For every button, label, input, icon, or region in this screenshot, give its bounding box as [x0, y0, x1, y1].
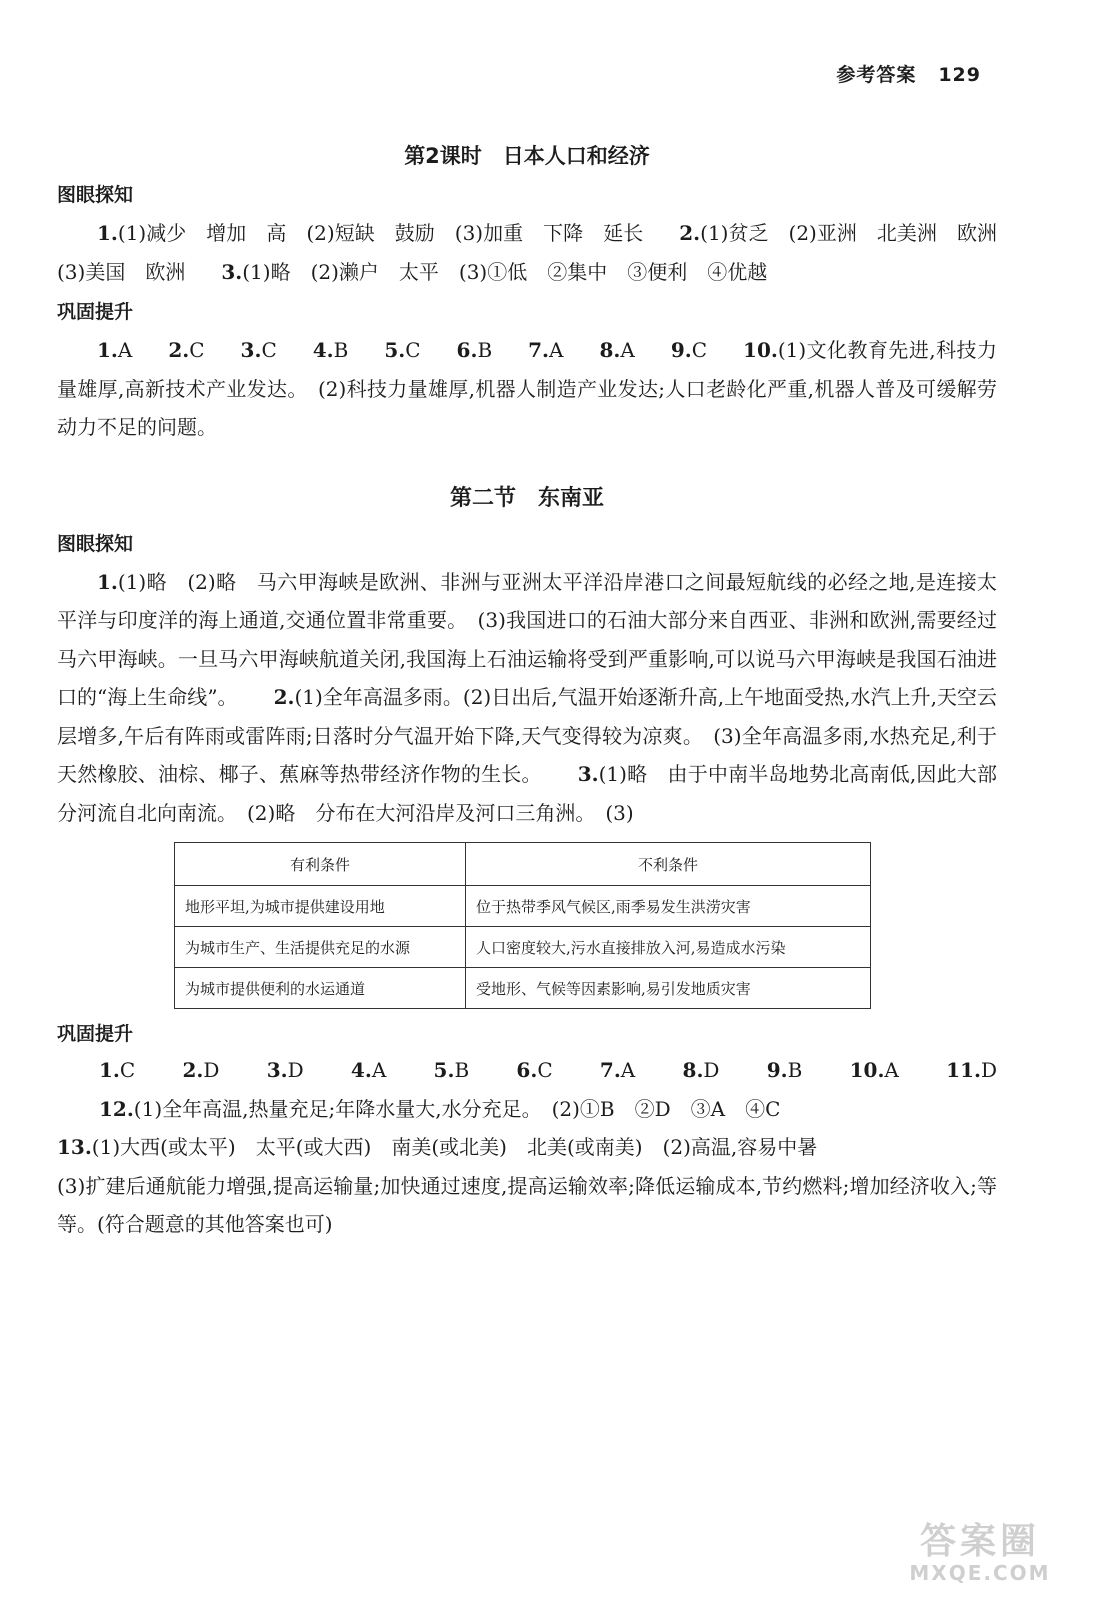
answer-number: 6.	[456, 338, 478, 362]
q1-number: 1.	[97, 569, 118, 594]
answer-item	[267, 1051, 304, 1090]
answer-letter: D	[703, 1058, 720, 1082]
q3-text: (1)略 (2)濑户 太平 (3)①低 ②集中 ③便利 ④优越	[242, 259, 768, 284]
table-row	[175, 968, 871, 1009]
answer-letter: D	[980, 1058, 997, 1082]
section-heading-consolidate-2: 巩固提升	[57, 1023, 134, 1045]
answer-number: 5.	[433, 1058, 455, 1082]
q13-answer-continued: (3)扩建后通航能力增强,提高运输量;加快通过速度,提高运输效率;降低运输成本,节约燃料;增加经济收入;等等。(符合题意的其他答案也可)	[57, 1173, 997, 1236]
page-content	[57, 138, 1017, 1244]
answer-number: 10.	[849, 1058, 885, 1082]
answer-number: 4.	[312, 338, 334, 362]
answer-number: 2.	[182, 1058, 204, 1082]
table-row	[175, 927, 871, 968]
lesson-consolidate-answers	[57, 331, 997, 447]
table-cell: 受地形、气候等因素影响,易引发地质灾害	[466, 968, 871, 1009]
answer-letter: D	[203, 1058, 220, 1082]
answer-item	[434, 1051, 470, 1090]
table-header-favorable: 有利条件	[175, 843, 466, 886]
table-cell: 为城市生产、生活提供充足的水源	[175, 927, 466, 968]
answer-letter: A	[620, 1058, 636, 1082]
section-title-southeast-asia: 第二节 东南亚	[449, 485, 604, 511]
q12-number: 12.	[99, 1096, 134, 1121]
q2-text: (1)全年高温多雨。(2)日出后,气温开始逐渐升高,上午地面受热,水汽上升,天空云层增多,午后有阵雨或雷阵雨;日落时分气温开始下降,天气变得较为凉爽。 (3)全年高温多雨,水热充足,利于天然橡胶、油棕、椰子、蕉麻等热带经济作物的生长。	[57, 685, 997, 786]
answer-item	[516, 1051, 552, 1090]
answer-letter: A	[117, 338, 133, 362]
q12-answer	[57, 1090, 997, 1129]
answer-letter: C	[119, 1058, 136, 1082]
lesson-title: 第2课时 日本人口和经济	[404, 144, 650, 168]
answer-item	[683, 1051, 720, 1090]
table-cell: 地形平坦,为城市提供建设用地	[175, 886, 466, 927]
answer-letter: C	[261, 338, 277, 362]
q10-text: (1)文化教育先进,科技力量雄厚,高新技术产业发达。 (2)科技力量雄厚,机器人制造产业发达;人口老龄化严重,机器人普及可缓解劳动力不足的问题。	[57, 338, 997, 439]
answer-number: 1.	[99, 1058, 120, 1082]
q2-number: 2.	[679, 221, 701, 245]
answer-letter: D	[287, 1058, 304, 1082]
answer-number: 4.	[350, 1058, 372, 1082]
q3-number: 3.	[221, 259, 243, 284]
answer-number: 2.	[168, 338, 190, 362]
header-label: 参考答案	[836, 64, 917, 86]
conditions-table	[174, 842, 871, 1009]
answer-number: 6.	[516, 1058, 538, 1082]
q3-text: (1)略 由于中南半岛地势北高南低,因此大部分河流自北向南流。 (2)略 分布在大河沿岸及河口三角洲。 (3)	[57, 762, 998, 825]
watermark-logo	[895, 1522, 1065, 1586]
answer-letter: B	[787, 1058, 803, 1082]
answer-letter: C	[537, 1058, 553, 1082]
answer-letter: B	[333, 338, 349, 362]
answer-letter: A	[620, 338, 635, 362]
sea-choice-answers	[57, 1051, 997, 1090]
q10-number: 10.	[743, 338, 778, 362]
answer-letter: C	[691, 338, 708, 362]
answer-number: 9.	[670, 338, 692, 362]
q12-text: (1)全年高温,热量充足;年降水量大,水分充足。 (2)①B ②D ③A ④C	[133, 1096, 781, 1121]
answer-number: 7.	[528, 338, 550, 362]
answer-number: 1.	[97, 338, 118, 362]
q13-text: (1)大西(或太平) 太平(或大西) 南美(或北美) 北美(或南美) (2)高温,容易中暑	[91, 1135, 818, 1159]
q3-number: 3.	[577, 762, 599, 786]
answer-number: 8.	[599, 338, 621, 362]
page-number: 129	[938, 64, 981, 86]
table-cell: 为城市提供便利的水运通道	[175, 968, 466, 1009]
q13-answer	[57, 1128, 997, 1167]
answer-item	[182, 1051, 219, 1090]
answer-letter: A	[884, 1058, 899, 1082]
table-cell: 人口密度较大,污水直接排放入河,易造成水污染	[466, 927, 871, 968]
watermark-url: MXQE.COM	[909, 1561, 1051, 1585]
table-row	[175, 886, 871, 927]
q1-text: (1)略 (2)略 马六甲海峡是欧洲、非洲与亚洲太平洋沿岸港口之间最短航线的必经之地,是连接太平洋与印度洋的海上通道,交通位置非常重要。 (3)我国进口的石油大部分来自西亚、非洲和欧洲,需要经过马六甲海峡。一旦马六甲海峡航道关闭,我国海上石油运输将受到严重影响,可以说马六甲海峡是我国石油进口的“海上生命线”。	[57, 569, 997, 709]
answer-number: 3.	[240, 338, 262, 362]
answer-item	[946, 1051, 997, 1090]
answer-item	[850, 1051, 899, 1090]
answer-item	[600, 1051, 635, 1090]
table-cell: 位于热带季风气候区,雨季易发生洪涝灾害	[466, 886, 871, 927]
answer-number: 8.	[682, 1058, 704, 1082]
answer-letter: C	[189, 338, 205, 362]
answer-number: 3.	[266, 1058, 288, 1082]
answer-letter: A	[549, 338, 564, 362]
q2-text: (1)贫乏 (2)亚洲 北美洲 欧洲 (3)美国 欧洲	[57, 221, 1017, 284]
page-header	[836, 60, 981, 87]
answer-item	[767, 1051, 803, 1090]
answer-letter: C	[405, 338, 421, 362]
answer-number: 11.	[946, 1058, 981, 1082]
q2-number: 2.	[273, 685, 295, 709]
answer-item	[351, 1051, 386, 1090]
answer-number: 9.	[766, 1058, 788, 1082]
section-heading-observe: 图眼探知	[57, 184, 134, 206]
answer-item	[99, 1051, 135, 1090]
q13-number: 13.	[57, 1135, 92, 1159]
answer-letter: B	[477, 338, 493, 362]
watermark-text: 答案圈	[919, 1521, 1040, 1562]
answer-number: 5.	[384, 338, 406, 362]
section-heading-consolidate: 巩固提升	[57, 301, 134, 323]
section-heading-observe-2: 图眼探知	[57, 532, 134, 555]
q1-number: 1.	[97, 221, 118, 245]
answer-letter: B	[454, 1058, 470, 1082]
sea-observe-answers	[57, 563, 997, 833]
q1-text: (1)减少 增加 高 (2)短缺 鼓励 (3)加重 下降 延长	[117, 221, 644, 245]
answer-letter: A	[371, 1058, 387, 1082]
table-header-row	[175, 843, 871, 886]
lesson-observe-answers	[57, 214, 1017, 291]
table-header-unfavorable: 不利条件	[466, 843, 871, 886]
answer-number: 7.	[599, 1058, 621, 1082]
